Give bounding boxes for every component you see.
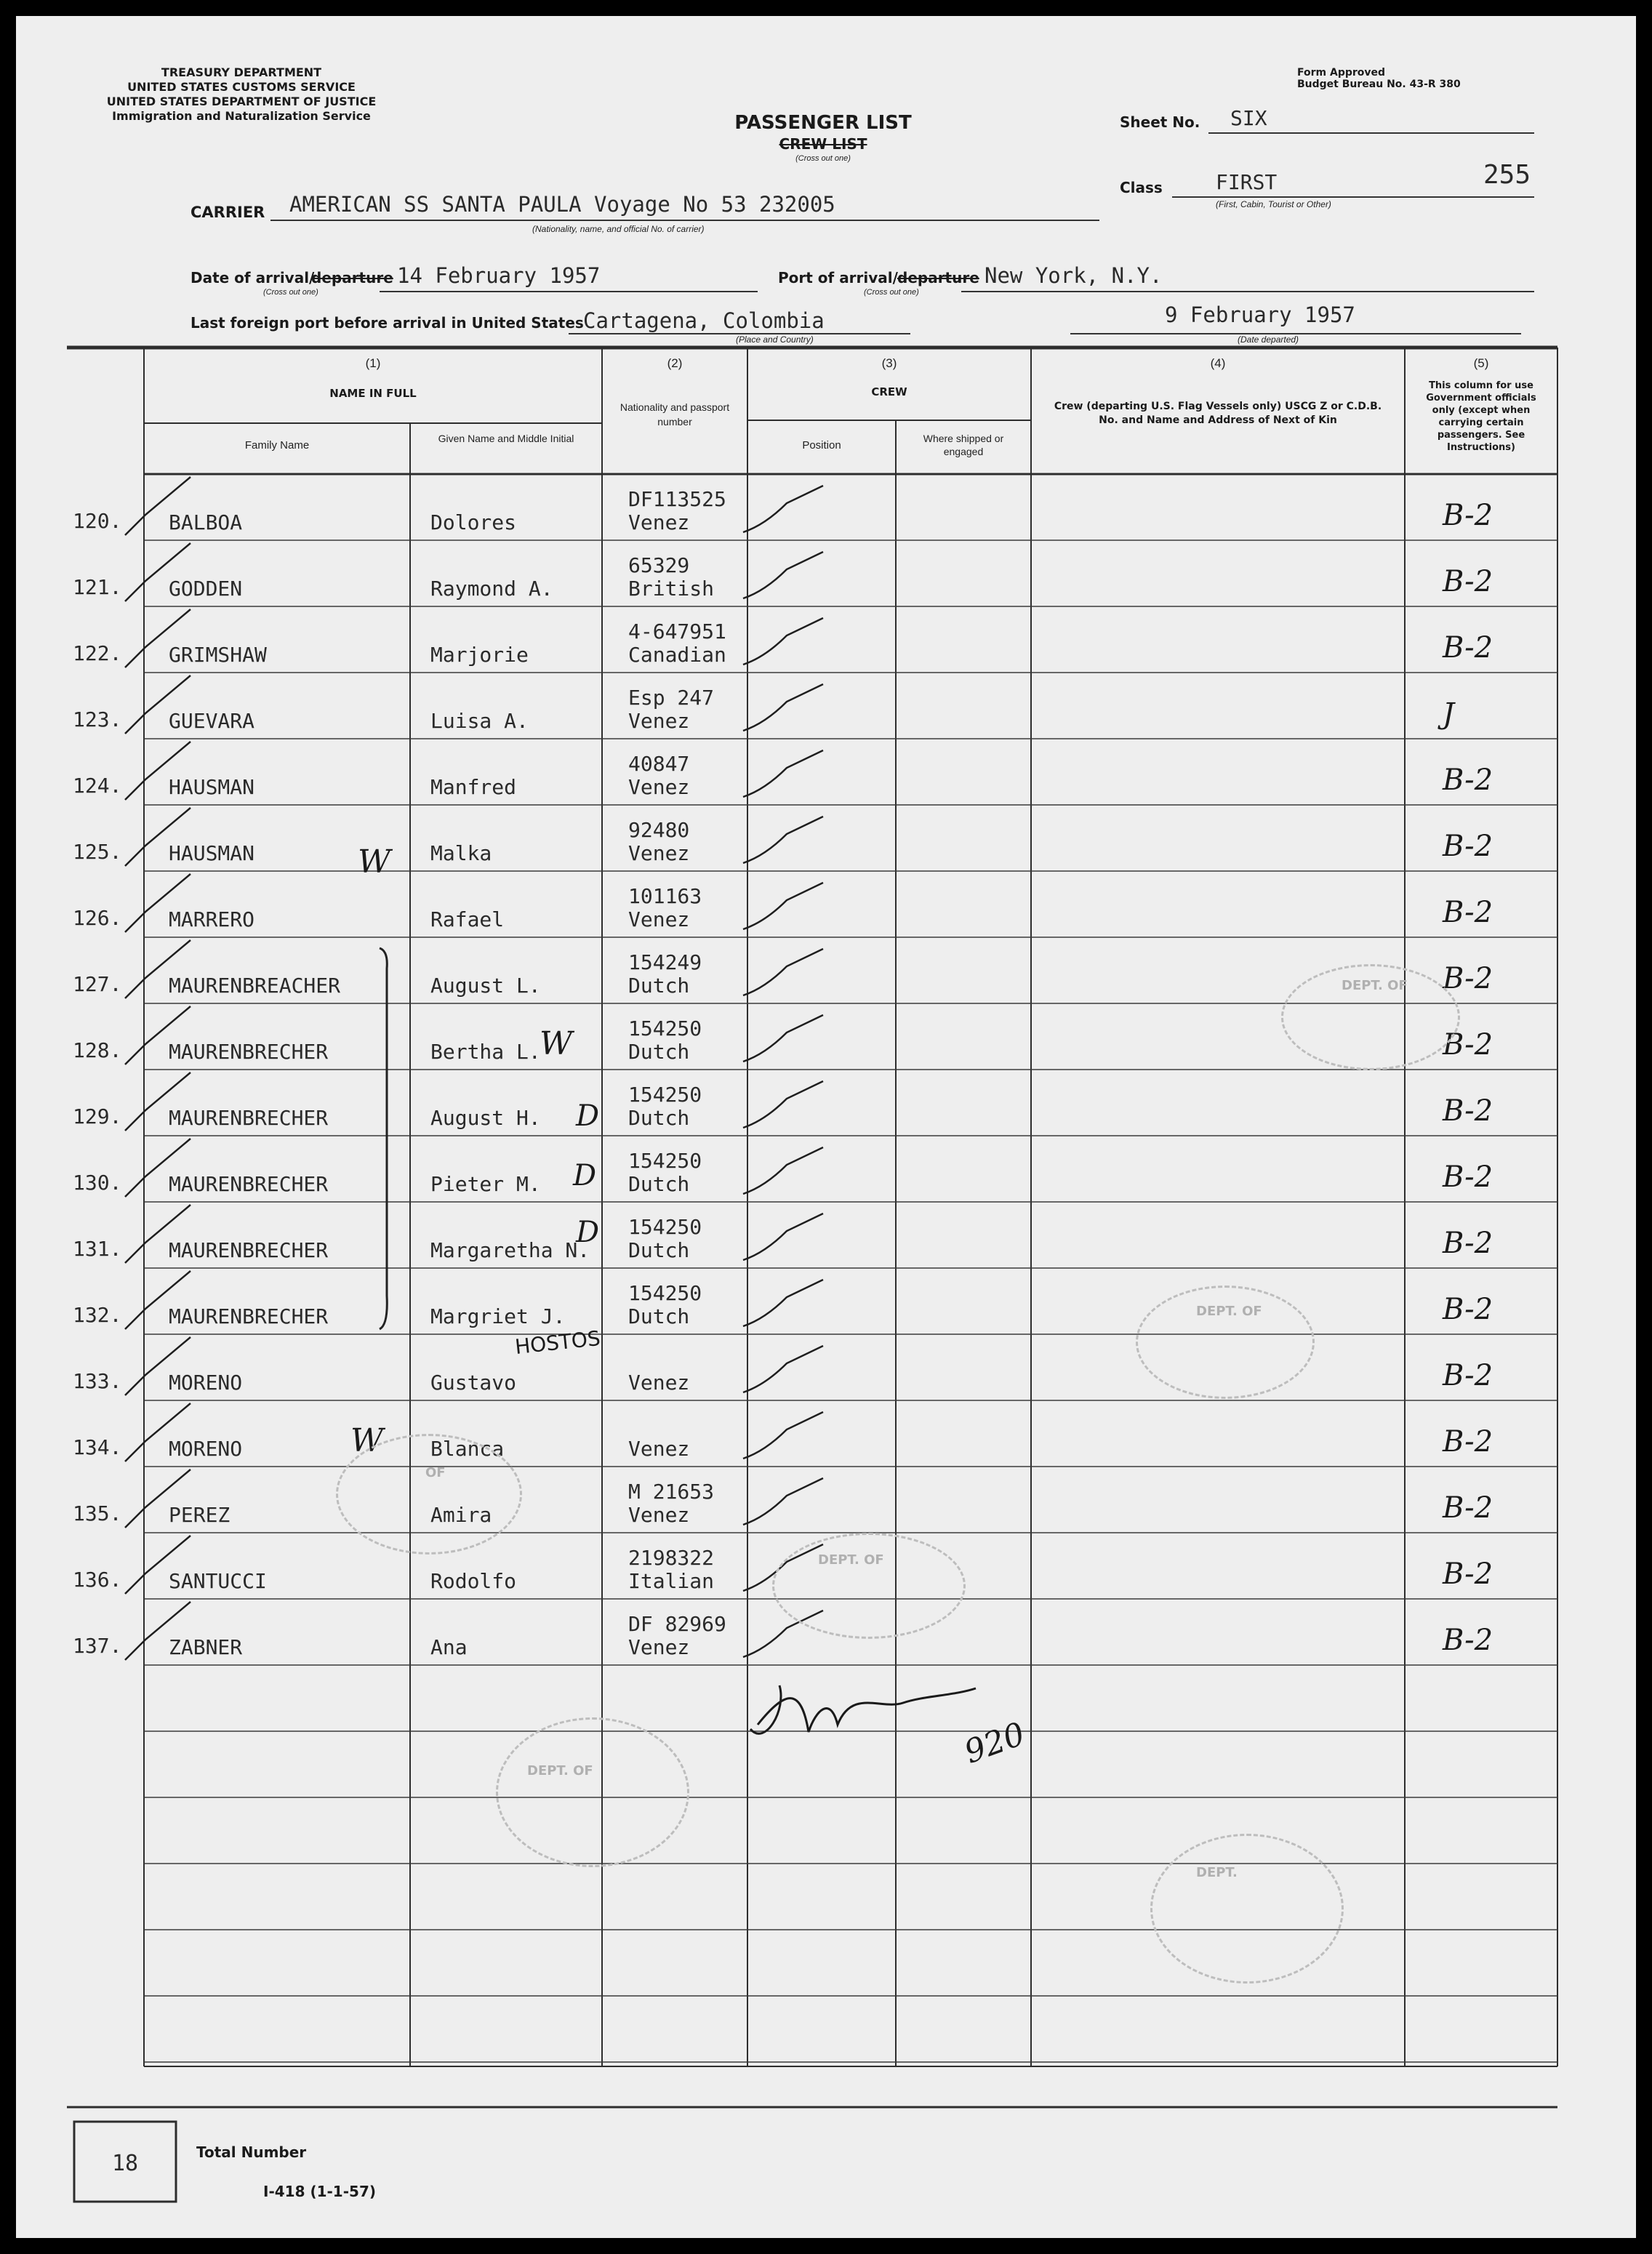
date-departed-hint: (Date departed) (1238, 334, 1299, 345)
crew-checkmark (743, 1280, 823, 1326)
nationality-cell: Venez (628, 510, 690, 534)
crew-checkmark (743, 817, 823, 863)
passport-number-cell: DF113525 (628, 487, 726, 511)
sheet-label: Sheet No. (1120, 113, 1200, 131)
arrival-label: Date of arrival/ (191, 269, 315, 286)
row-number: 125. (73, 840, 122, 864)
row-number: 130. (73, 1171, 122, 1195)
row-number: 128. (73, 1038, 122, 1062)
class-hint: (First, Cabin, Tourist or Other) (1216, 199, 1331, 209)
family-name-cell: MORENO (169, 1437, 243, 1461)
row-number: 126. (73, 906, 122, 930)
nationality-cell: Venez (628, 907, 690, 931)
visa-code-cell: B-2 (1443, 830, 1493, 863)
page-number: 255 (1483, 160, 1531, 190)
crew-list-struck: CREW LIST (779, 135, 867, 153)
family-name-cell: GODDEN (169, 577, 243, 601)
family-name-cell: MAURENBRECHER (169, 1304, 329, 1328)
passport-number-cell: 101163 (628, 884, 702, 908)
passenger-list-document (16, 16, 1636, 2238)
nationality-cell: Venez (628, 841, 690, 865)
arrival-date-value: 14 February 1957 (397, 263, 601, 288)
passport-number-cell: Esp 247 (628, 686, 715, 710)
crew-checkmark (743, 1412, 823, 1459)
place-hint: (Place and Country) (736, 334, 814, 345)
family-name-cell: GRIMSHAW (169, 643, 267, 667)
family-name-cell: HAUSMAN (169, 841, 255, 865)
crew-checkmark (743, 1478, 823, 1525)
w-mark-hausman: W (358, 843, 391, 881)
passport-number-cell: 154250 (628, 1016, 702, 1040)
visa-code-cell: B-2 (1443, 499, 1493, 532)
row-number: 132. (73, 1303, 122, 1327)
crew-checkmark (743, 552, 823, 598)
family-name-cell: SANTUCCI (169, 1569, 267, 1593)
row-number: 129. (73, 1104, 122, 1128)
visa-code-cell: B-2 (1443, 1160, 1493, 1194)
d-mark-august: D (576, 1099, 600, 1133)
visa-code-cell: B-2 (1443, 1425, 1493, 1459)
port-value: New York, N.Y. (985, 263, 1163, 288)
total-count: 18 (111, 2151, 139, 2176)
given-name-cell: Margaretha N. (430, 1238, 590, 1262)
col1-title: NAME IN FULL (329, 387, 417, 400)
col2-number: (2) (667, 356, 683, 370)
crew-checkmark (743, 618, 823, 665)
family-name-cell: MAURENBREACHER (169, 974, 341, 998)
family-name-cell: ZABNER (169, 1635, 243, 1659)
dept-immigration: Immigration and Naturalization Service (112, 109, 371, 123)
page-title: PASSENGER LIST (734, 112, 912, 134)
d-mark-margaretha: D (576, 1216, 600, 1249)
dept-stamp: OF (336, 1434, 522, 1555)
given-name-cell: Marjorie (430, 643, 529, 667)
nationality-cell: Dutch (628, 974, 690, 998)
row-number: 127. (73, 972, 122, 996)
passport-number-cell: 40847 (628, 752, 690, 776)
carrier-label: CARRIER (191, 204, 265, 221)
row-number: 122. (73, 641, 122, 665)
nationality-cell: Dutch (628, 1172, 690, 1196)
given-name-cell: Manfred (430, 775, 517, 799)
passport-number-cell: 154250 (628, 1149, 702, 1173)
last-port-label: Last foreign port before arrival in United States (191, 314, 584, 332)
gov-use-header: This column for use Government officials only (except when carrying certain passengers. See Instructions) (1426, 380, 1536, 453)
family-name-header: Family Name (244, 439, 310, 452)
given-name-cell: Malka (430, 841, 492, 865)
col1-number: (1) (365, 356, 381, 370)
passport-number-cell: 154249 (628, 950, 702, 974)
crew-info-header: Crew (departing U.S. Flag Vessels only) USCG Z or C.D.B. No. and Name and Address of Next of Kin (1054, 401, 1382, 426)
port-struck: departure (897, 269, 979, 286)
visa-code-cell: B-2 (1443, 1094, 1493, 1128)
given-name-cell: Bertha L. (430, 1040, 541, 1064)
crew-checkmark (743, 883, 823, 929)
nationality-cell: Dutch (628, 1040, 690, 1064)
w-mark-bertha: W (540, 1025, 573, 1062)
family-name-cell: MAURENBRECHER (169, 1238, 329, 1262)
family-name-cell: BALBOA (169, 510, 243, 534)
crew-header: CREW (871, 385, 907, 398)
passport-number-cell: 4-647951 (628, 619, 726, 643)
row-number: 124. (73, 774, 122, 798)
given-name-cell: August H. (430, 1106, 541, 1130)
visa-code-cell: B-2 (1443, 1028, 1493, 1062)
given-name-cell: Ana (430, 1635, 468, 1659)
row-number: 135. (73, 1501, 122, 1525)
row-number: 137. (73, 1634, 122, 1658)
visa-code-cell: B-2 (1443, 1293, 1493, 1326)
crew-checkmark (743, 1081, 823, 1128)
dept-stamp: DEPT. (1150, 1834, 1344, 1984)
family-name-cell: GUEVARA (169, 709, 255, 733)
visa-code-cell: B-2 (1443, 962, 1493, 995)
date-departed-value: 9 February 1957 (1165, 302, 1355, 327)
given-name-cell: Amira (430, 1503, 492, 1527)
crew-checkmark (743, 1147, 823, 1194)
given-name-cell: Margriet J. (430, 1304, 566, 1328)
visa-code-cell: B-2 (1443, 1491, 1493, 1525)
title-cross-out-hint: (Cross out one) (795, 154, 851, 163)
signature-code: 920 (959, 1715, 1030, 1771)
d-mark-pieter: D (573, 1159, 597, 1192)
family-name-cell: MARRERO (169, 907, 255, 931)
row-number: 131. (73, 1237, 122, 1261)
class-value: FIRST (1216, 170, 1278, 194)
row-number: 134. (73, 1435, 122, 1459)
nationality-cell: British (628, 577, 715, 601)
given-name-cell: Gustavo (430, 1371, 517, 1395)
visa-code-cell: B-2 (1443, 1557, 1493, 1591)
passport-number-cell: 154250 (628, 1215, 702, 1239)
row-number: 120. (73, 509, 122, 533)
family-name-cell: PEREZ (169, 1503, 230, 1527)
budget-bureau-number: Budget Bureau No. 43-R 380 (1297, 79, 1461, 90)
port-label: Port of arrival/ (778, 269, 898, 286)
position-header: Position (802, 439, 841, 452)
form-approved-label: Form Approved (1297, 67, 1386, 79)
w-mark-moreno: W (350, 1422, 384, 1459)
dept-stamp: DEPT. OF (496, 1717, 689, 1867)
nationality-cell: Dutch (628, 1106, 690, 1130)
given-name-cell: Pieter M. (430, 1172, 541, 1196)
dept-justice: UNITED STATES DEPARTMENT OF JUSTICE (106, 95, 377, 108)
passport-number-cell: 92480 (628, 818, 690, 842)
visa-code-cell: B-2 (1443, 896, 1493, 929)
given-name-cell: Dolores (430, 510, 517, 534)
arrival-struck: departure (311, 269, 393, 286)
row-number: 123. (73, 707, 122, 731)
nationality-cell: Italian (628, 1569, 715, 1593)
nationality-cell: Venez (628, 709, 690, 733)
given-name-cell: Raymond A. (430, 577, 553, 601)
port-cross-out-hint: (Cross out one) (864, 288, 919, 297)
crew-checkmark (743, 1346, 823, 1392)
crew-checkmark (743, 750, 823, 797)
given-name-cell: Luisa A. (430, 709, 529, 733)
dept-treasury: TREASURY DEPARTMENT (161, 65, 322, 79)
given-name-header: Given Name and Middle Initial (438, 433, 574, 444)
crew-checkmark (743, 1015, 823, 1062)
given-name-cell: Blanca (430, 1437, 505, 1461)
family-name-cell: MAURENBRECHER (169, 1040, 329, 1064)
form-number: I-418 (1-1-57) (263, 2183, 376, 2200)
passport-number-cell: 2198322 (628, 1546, 715, 1570)
visa-code-cell: B-2 (1443, 763, 1493, 797)
visa-code-cell: B-2 (1443, 565, 1493, 598)
visa-code-cell: B-2 (1443, 1624, 1493, 1657)
arrival-cross-out-hint: (Cross out one) (263, 288, 318, 297)
col5-number: (5) (1473, 356, 1489, 370)
nationality-cell: Canadian (628, 643, 726, 667)
hostos-annotation: HOSTOS (513, 1325, 602, 1360)
col3-number: (3) (881, 356, 897, 370)
last-port-value: Cartagena, Colombia (583, 308, 825, 333)
class-label: Class (1120, 179, 1163, 196)
dept-stamp: DEPT. OF (1281, 964, 1460, 1070)
passport-number-cell: 154250 (628, 1281, 702, 1305)
family-name-cell: MAURENBRECHER (169, 1172, 329, 1196)
dept-stamp: DEPT. OF (772, 1533, 966, 1639)
nationality-cell: Dutch (628, 1238, 690, 1262)
family-name-cell: MAURENBRECHER (169, 1106, 329, 1130)
given-name-cell: Rafael (430, 907, 505, 931)
visa-code-cell: B-2 (1443, 631, 1493, 665)
family-name-cell: HAUSMAN (169, 775, 255, 799)
crew-checkmark (743, 486, 823, 532)
nationality-cell: Dutch (628, 1304, 690, 1328)
nationality-cell: Venez (628, 775, 690, 799)
nationality-cell: Venez (628, 1371, 690, 1395)
crew-checkmark (743, 1214, 823, 1260)
nationality-cell: Venez (628, 1437, 690, 1461)
passport-number-cell: 154250 (628, 1083, 702, 1107)
inspector-signature (750, 1685, 976, 1733)
carrier-hint: (Nationality, name, and official No. of carrier) (532, 224, 705, 234)
visa-code-cell: J (1443, 697, 1455, 731)
row-number: 121. (73, 575, 122, 599)
row-number: 136. (73, 1568, 122, 1592)
total-label: Total Number (196, 2143, 307, 2161)
row-number: 133. (73, 1369, 122, 1393)
col4-number: (4) (1210, 356, 1226, 370)
family-name-cell: MORENO (169, 1371, 243, 1395)
passport-number-cell: DF 82969 (628, 1612, 726, 1636)
carrier-value: AMERICAN SS SANTA PAULA Voyage No 53 232005 (289, 192, 835, 217)
nationality-cell: Venez (628, 1503, 690, 1527)
given-name-cell: Rodolfo (430, 1569, 517, 1593)
passport-number-cell: 65329 (628, 553, 690, 577)
given-name-cell: August L. (430, 974, 541, 998)
dept-stamp: DEPT. OF (1136, 1286, 1315, 1399)
visa-code-cell: B-2 (1443, 1359, 1493, 1392)
nationality-header: Nationality and passport number (620, 401, 730, 428)
passport-number-cell: M 21653 (628, 1480, 715, 1504)
crew-checkmark (743, 949, 823, 995)
nationality-cell: Venez (628, 1635, 690, 1659)
shipped-header: Where shipped or engaged (923, 433, 1004, 457)
sheet-value: SIX (1230, 106, 1267, 130)
dept-customs: UNITED STATES CUSTOMS SERVICE (127, 80, 356, 94)
visa-code-cell: B-2 (1443, 1227, 1493, 1260)
crew-checkmark (743, 684, 823, 731)
